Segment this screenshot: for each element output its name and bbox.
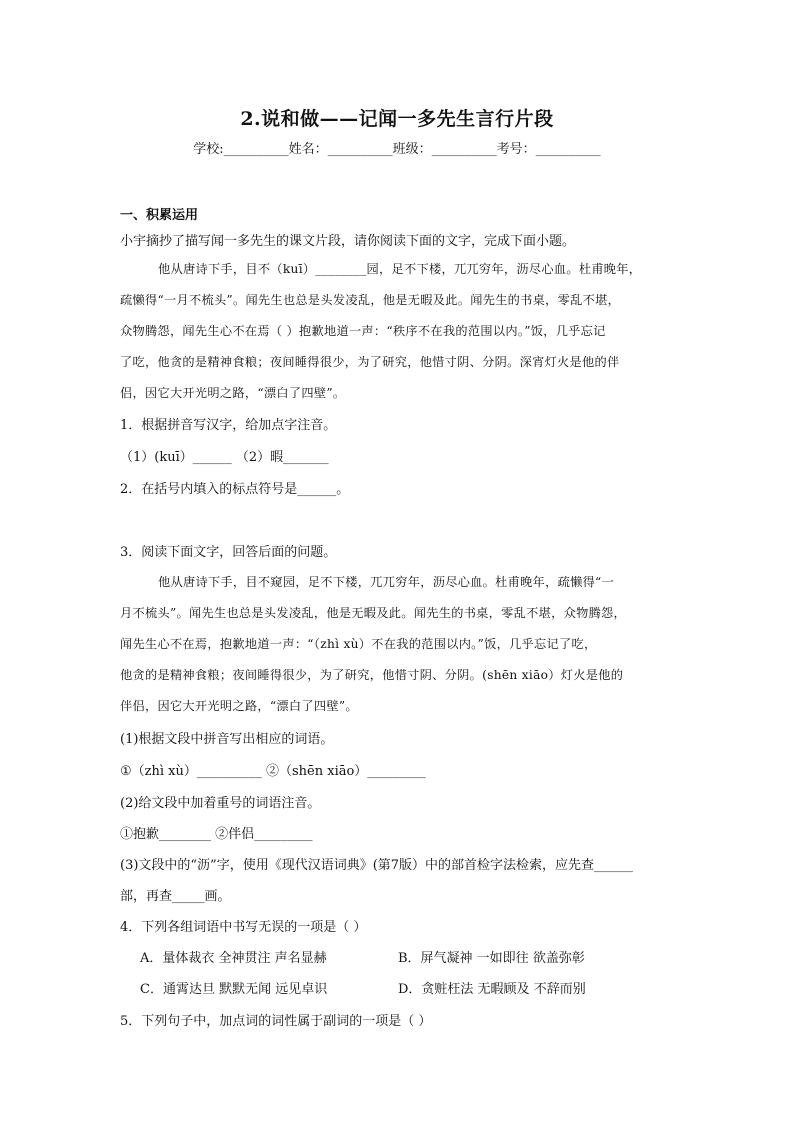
passage2-line: 月不梳头”。闻先生也总是头发凌乱，他是无暇及此。闻先生的书桌，零乱不堪，众物腾怨， (120, 606, 627, 620)
page-title: 2.说和做——记闻一多先生言行片段 (240, 108, 554, 130)
passage2-line: 他贪的是精神食粮；夜间睡得很少，为了研究，他惜寸阴、分阴。(shēn xiāo）灯火是他的 (120, 668, 624, 682)
question-3-3-continued: 部，再查_____画。 (120, 889, 231, 904)
question-3-1-answers: ①（zhì xù）__________ ②（shēn xiāo）_________ (120, 764, 426, 779)
passage2-line: 他从唐诗下手，目不窥园，足不下楼，兀兀穷年，沥尽心血。杜甫晚年，疏懒得“一 (158, 575, 615, 589)
passage1-line: 侣，因它大开光明之路，“漂白了四壁”。 (120, 386, 346, 400)
question-3: 3．阅读下面文字，回答后面的问题。 (120, 545, 337, 560)
question-2: 2．在括号内填入的标点符号是______。 (120, 482, 350, 497)
passage1-line: 了吃，他贪的是精神食粮；夜间睡得很少，为了研究，他惜寸阴、分阴。深宵灯火是他的伴 (120, 355, 620, 369)
passage1-line: 他从唐诗下手，目不（kuī）________园，足不下楼，兀兀穷年，沥尽心血。杜甫晚年， (158, 262, 642, 276)
option-c: C．通霄达旦 默默无闻 远见卓识 (140, 982, 328, 997)
passage2-line: 闻先生心不在焉，抱歉地道一声：“（zhì xù）不在我的范围以内。”饭，几乎忘记了吃， (120, 637, 597, 651)
question-5: 5．下列句子中，加点词的词性属于副词的一项是（ ） (120, 1014, 432, 1029)
question-3-1: (1)根据文段中拼音写出相应的词语。 (120, 732, 334, 747)
option-a: A．量体裁衣 全神贯注 声名显赫 (140, 951, 327, 966)
option-b: B．屏气凝神 一如即往 欲盖弥彰 (398, 951, 585, 966)
passage2-line: 伴侣，因它大开光明之路，“漂白了四壁”。 (120, 699, 358, 713)
question-3-2-answers: ①抱歉________ ②伴侣_________ (120, 827, 313, 842)
option-d: D．贪赃枉法 无暇顾及 不辞而别 (398, 982, 586, 997)
student-info-line: 学校:__________姓名：__________班级：__________考号：__________ (193, 142, 601, 157)
passage1-line: 疏懒得“一月不梳头”。闻先生也总是头发凌乱，他是无暇及此。闻先生的书桌，零乱不堪， (120, 293, 621, 307)
question-1: 1．根据拼音写汉字，给加点字注音。 (120, 418, 337, 433)
section-heading: 一、积累运用 (120, 208, 199, 223)
question-3-2: (2)给文段中加着重号的词语注音。 (120, 796, 321, 811)
question-1-answers: （1）(kuī）______ （2）暇_______ (120, 450, 329, 465)
question-3-3: (3)文段中的“沥”字，使用《现代汉语词典》(第7版）中的部首检字法检索，应先查______ (120, 858, 634, 873)
passage1-line: 众物腾怨，闻先生心不在焉（ ）抱歉地道一声：“秩序不在我的范围以内。”饭，几乎忘记 (120, 324, 606, 338)
question-4: 4．下列各组词语中书写无误的一项是（ ） (120, 920, 367, 935)
section-intro: 小宇摘抄了描写闻一多先生的课文片段，请你阅读下面的文字，完成下面小题。 (120, 234, 576, 249)
